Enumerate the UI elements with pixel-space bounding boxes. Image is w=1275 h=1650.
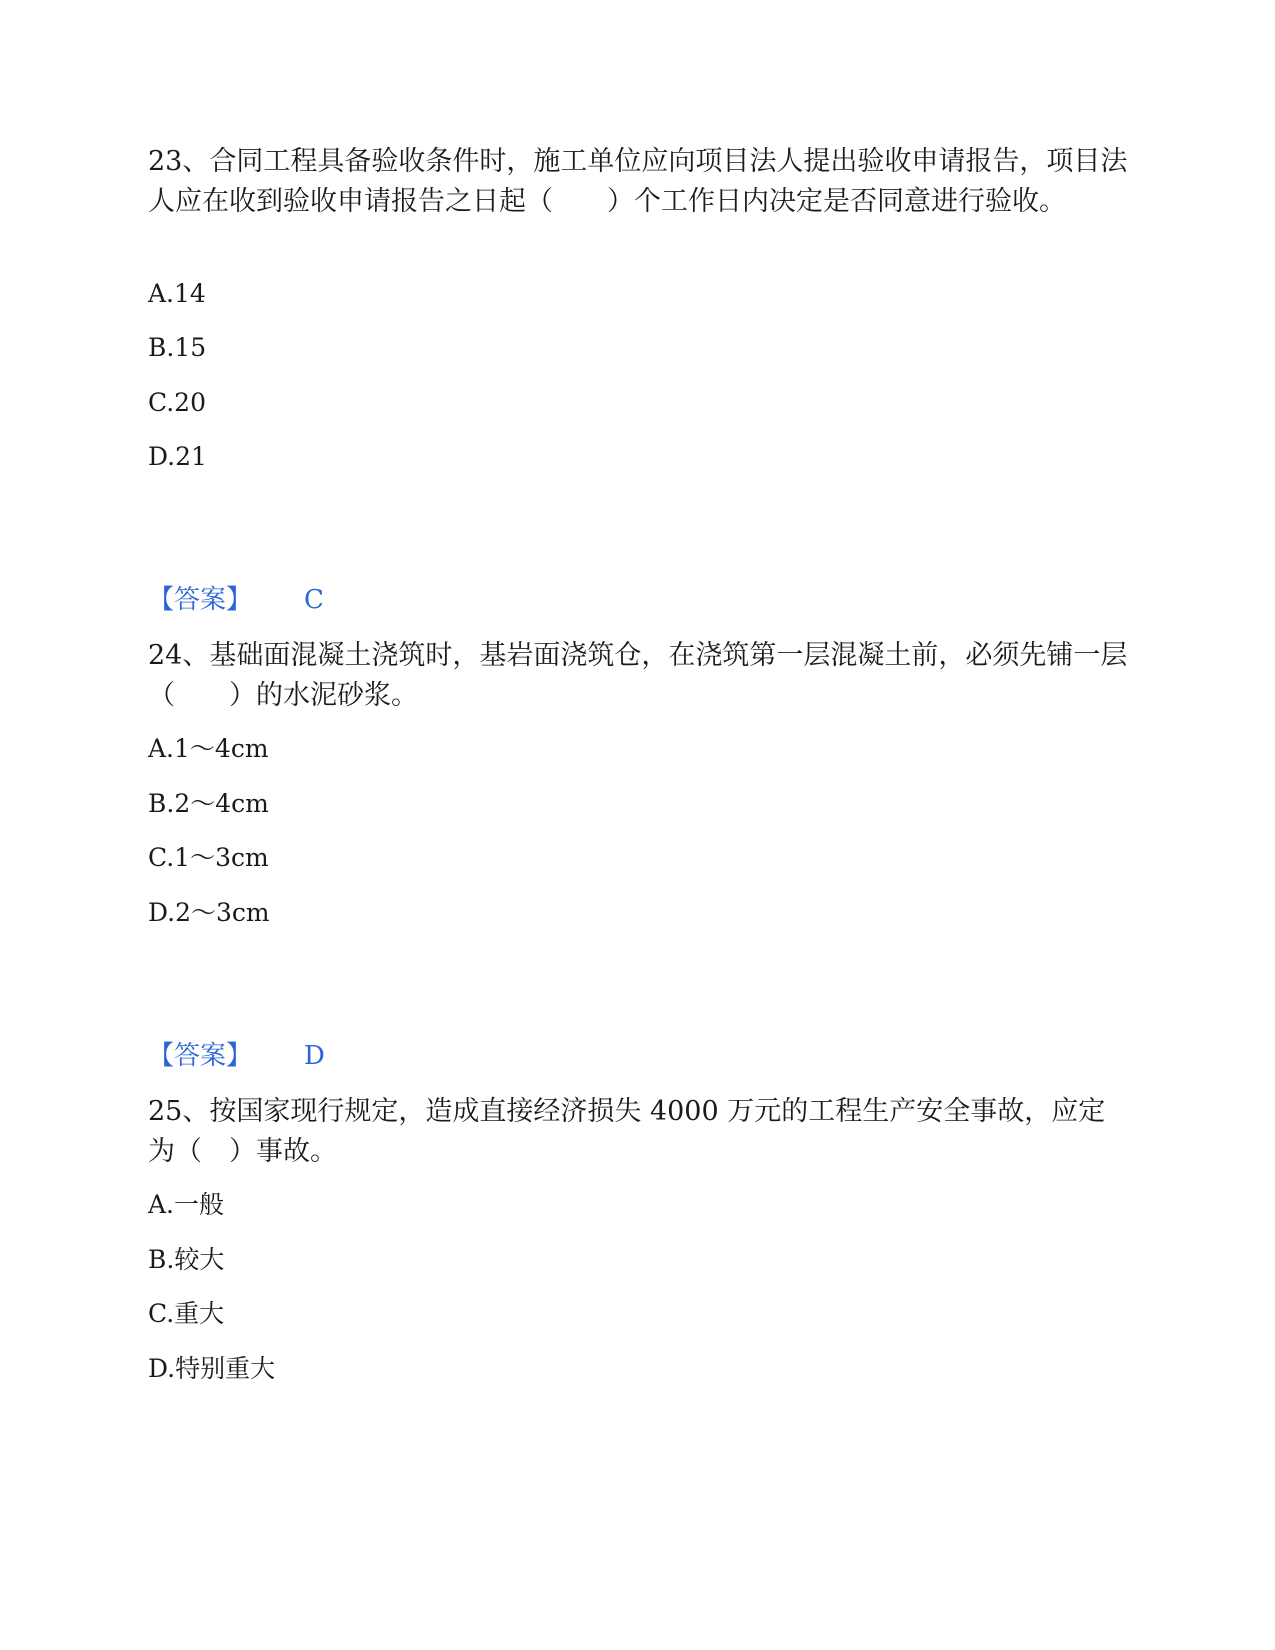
question-24-answer [148,1040,325,1072]
question-25-option-b: B.较大 [148,1245,225,1274]
question-23-option-b: B.15 [148,333,207,362]
answer-value: D [304,1041,325,1071]
question-24-option-b: B.2～4cm [148,789,269,818]
question-23-option-d: D.21 [148,442,207,471]
answer-value: C [304,585,324,615]
question-23-option-a: A.14 [148,279,206,308]
question-24-option-a: A.1～4cm [148,734,269,763]
question-25-option-c: C.重大 [148,1299,225,1328]
question-25-option-d: D.特别重大 [148,1354,276,1383]
question-25-option-a: A.一般 [148,1190,225,1219]
question-24-option-c: C.1～3cm [148,843,269,872]
question-23-answer [148,584,324,616]
question-23-text: 23、合同工程具备验收条件时，施工单位应向项目法人提出验收申请报告，项目法人应在收到验收申请报告之日起（ ）个工作日内决定是否同意进行验收。 [148,146,1128,217]
question-23-option-c: C.20 [148,388,206,417]
question-25-text: 25、按国家现行规定，造成直接经济损失 4000 万元的工程生产安全事故，应定为（ ）事故。 [148,1096,1106,1167]
answer-label: 【答案】 [148,1041,253,1071]
answer-label: 【答案】 [148,585,253,615]
question-24-option-d: D.2～3cm [148,898,270,927]
question-24-text: 24、基础面混凝土浇筑时，基岩面浇筑仓，在浇筑第一层混凝土前，必须先铺一层（ ）的水泥砂浆。 [148,640,1128,711]
